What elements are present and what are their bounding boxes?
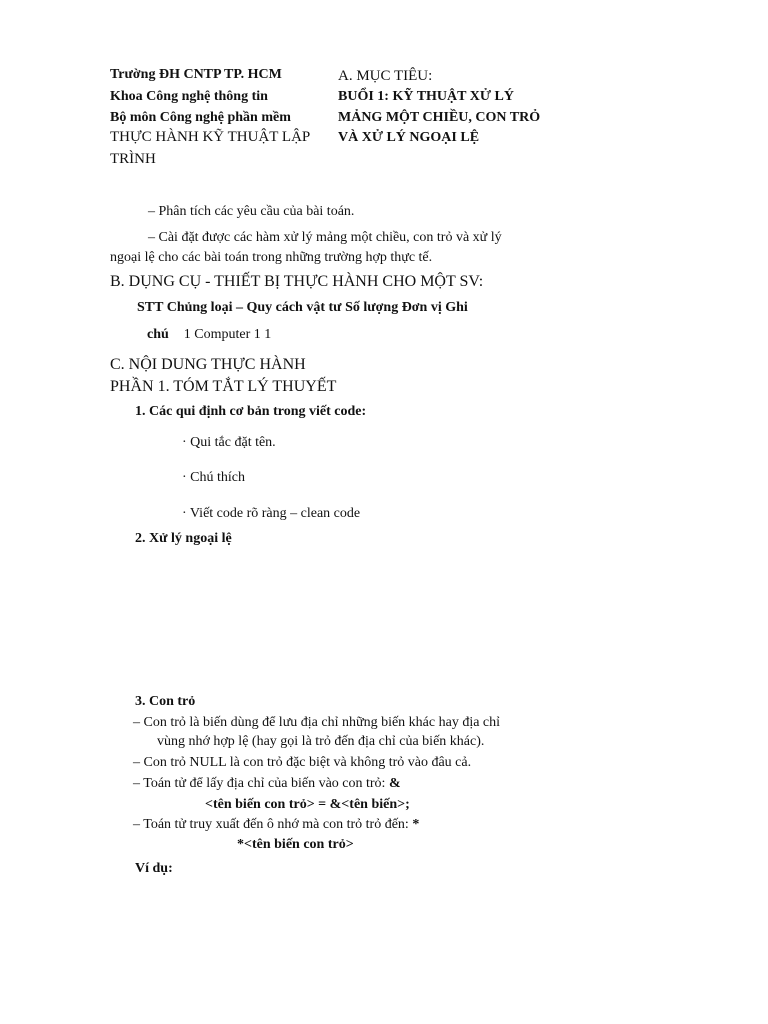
objective-item-2-line2: ngoại lệ cho các bài toán trong những trường hợp thực tế.	[110, 250, 433, 265]
section-b-title: B. DỤNG CỤ - THIẾT BỊ THỰC HÀNH CHO MỘT SV:	[110, 273, 484, 290]
section-c-title: C. NỘI DUNG THỰC HÀNH	[110, 356, 306, 373]
address-operator-line	[133, 776, 401, 792]
course-title-line2: TRÌNH	[110, 151, 156, 167]
faculty-name: Khoa Công nghệ thông tin	[110, 89, 268, 104]
equipment-table-cells: 1 Computer 1 1	[183, 327, 272, 342]
equipment-table-header-end: chú	[147, 327, 169, 342]
bullet-naming-rules: · Qui tắc đặt tên.	[182, 435, 276, 450]
school-name: Trường ĐH CNTP TP. HCM	[110, 67, 282, 82]
pointer-definition-line1: – Con trỏ là biến dùng để lưu địa chỉ những biến khác hay địa chỉ	[133, 715, 501, 730]
bullet-clean-code: · Viết code rõ ràng – clean code	[182, 506, 361, 521]
dereference-operator-symbol: *	[412, 817, 420, 832]
address-operator-text: – Toán tử để lấy địa chỉ của biến vào con trỏ:	[133, 776, 389, 791]
address-operator-syntax: <tên biến con trỏ> = &<tên biến>;	[205, 797, 410, 812]
address-operator-symbol: &	[388, 776, 401, 791]
objective-item-1: – Phân tích các yêu cầu của bài toán.	[148, 204, 355, 219]
objective-heading: A. MỤC TIÊU:	[338, 68, 433, 84]
session-title-line3: VÀ XỬ LÝ NGOẠI LỆ	[338, 130, 480, 145]
example-label: Ví dụ:	[135, 861, 173, 876]
course-title-line1: THỰC HÀNH KỸ THUẬT LẬP	[110, 129, 311, 145]
null-pointer-line: – Con trỏ NULL là con trỏ đặc biệt và không trỏ vào đâu cả.	[133, 755, 472, 770]
subsection-1-title: 1. Các qui định cơ bản trong viết code:	[135, 404, 367, 419]
session-title-line2: MẢNG MỘT CHIỀU, CON TRỎ	[338, 110, 541, 125]
dereference-operator-text: – Toán tử truy xuất đến ô nhớ mà con trỏ trỏ đến:	[133, 817, 413, 832]
session-title-line1: BUỔI 1: KỸ THUẬT XỬ LÝ	[338, 89, 514, 104]
department-name: Bộ môn Công nghệ phần mềm	[110, 110, 291, 125]
objective-item-2-line1: – Cài đặt được các hàm xử lý mảng một chiều, con trỏ và xử lý	[148, 230, 502, 245]
dereference-operator-line	[133, 817, 419, 833]
pointer-definition-line2: vùng nhớ hợp lệ (hay gọi là trỏ đến địa chỉ của biến khác).	[157, 734, 485, 749]
part1-title: PHẦN 1. TÓM TẮT LÝ THUYẾT	[110, 378, 337, 395]
subsection-3-title: 3. Con trỏ	[135, 694, 196, 709]
equipment-table-header: STT Chủng loại – Quy cách vật tư Số lượng Đơn vị Ghi	[137, 300, 468, 315]
bullet-comments: · Chú thích	[182, 470, 245, 485]
equipment-table-row	[147, 327, 271, 343]
subsection-2-title: 2. Xử lý ngoại lệ	[135, 531, 232, 546]
dereference-operator-syntax: *<tên biến con trỏ>	[237, 837, 354, 852]
